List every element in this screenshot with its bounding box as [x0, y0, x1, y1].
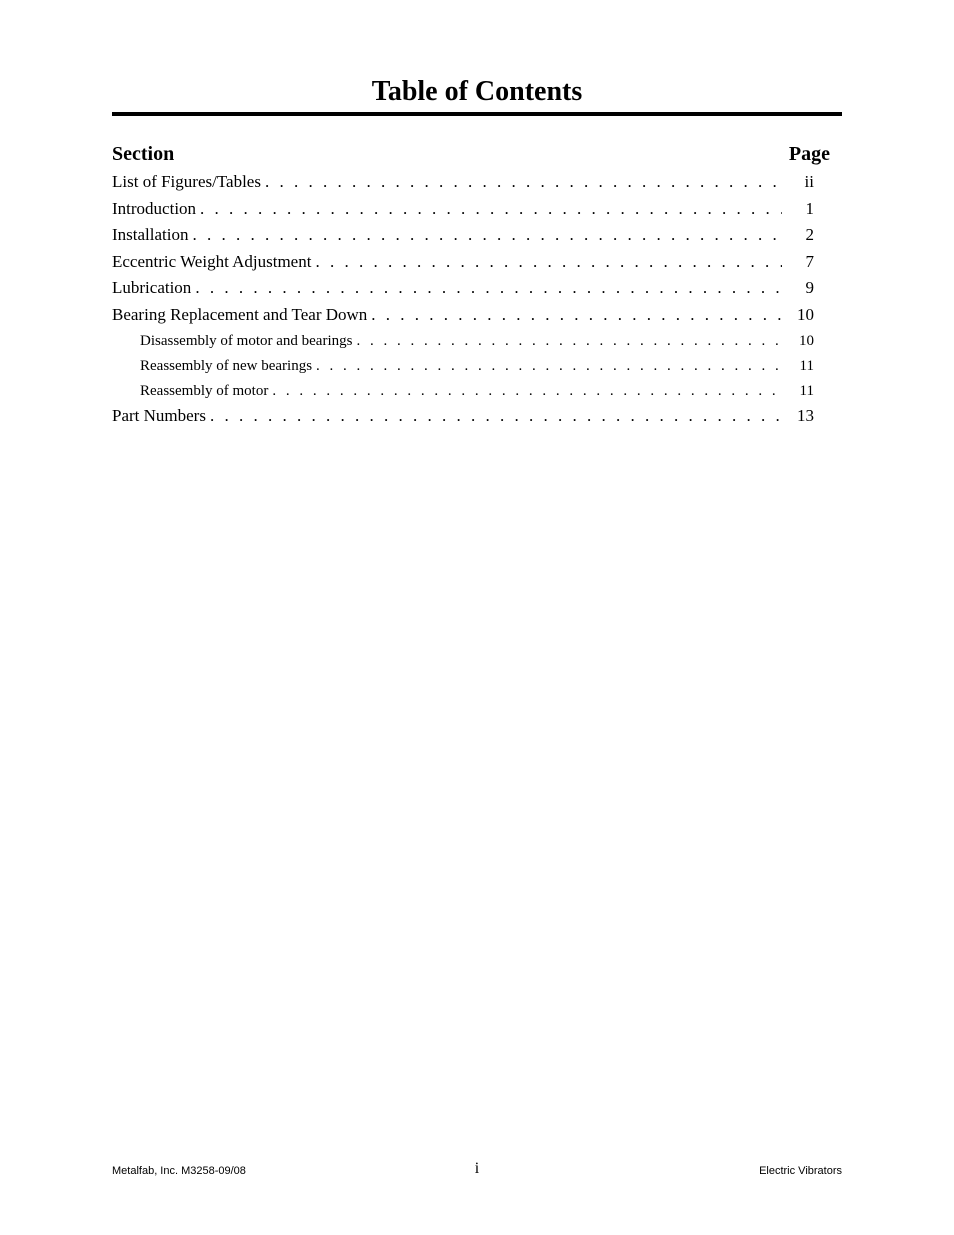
toc-entry-label: Eccentric Weight Adjustment: [112, 252, 312, 271]
toc-entry-label: Installation: [112, 225, 189, 244]
title-rule: [112, 112, 842, 116]
page-column-heading: Page: [788, 143, 830, 165]
toc-entry-page: 11: [799, 383, 814, 399]
toc-entry-page: ii: [804, 172, 814, 191]
dot-leader: [195, 277, 782, 299]
toc-entry-label: List of Figures/Tables: [112, 172, 261, 191]
toc-entry-list-of-figures[interactable]: [112, 171, 814, 193]
toc-entry-introduction[interactable]: [112, 198, 814, 220]
dot-leader: [315, 251, 782, 273]
dot-leader: [272, 381, 782, 401]
toc-subentry-reassembly-bearings[interactable]: [140, 356, 814, 376]
footer-product-name: Electric Vibrators: [759, 1165, 842, 1177]
section-column-heading: Section: [112, 143, 175, 165]
toc-subentry-reassembly-motor[interactable]: [140, 381, 814, 401]
toc-entry-label: Reassembly of new bearings: [140, 358, 313, 374]
dot-leader: [265, 171, 782, 193]
toc-entry-eccentric-weight-adjustment[interactable]: [112, 251, 814, 273]
toc-entry-page: 2: [805, 225, 814, 244]
dot-leader: [210, 405, 782, 427]
toc-entry-part-numbers[interactable]: [112, 405, 814, 427]
toc-entry-bearing-replacement[interactable]: [112, 304, 814, 326]
dot-leader: [192, 224, 782, 246]
toc-entry-label: Introduction: [112, 199, 197, 218]
dot-leader: [371, 304, 782, 326]
toc-entry-label: Part Numbers: [112, 406, 206, 425]
toc-entry-label: Lubrication: [112, 278, 192, 297]
toc-subentry-disassembly[interactable]: [140, 331, 814, 351]
toc-entry-label: Bearing Replacement and Tear Down: [112, 305, 368, 324]
toc-entry-label: Disassembly of motor and bearings: [140, 333, 353, 349]
toc-entry-page: 11: [799, 358, 814, 374]
dot-leader: [200, 198, 782, 220]
toc-entry-page: 13: [797, 406, 814, 425]
dot-leader: [316, 356, 782, 376]
toc-entry-page: 1: [805, 199, 814, 218]
toc-header: [112, 142, 830, 166]
toc-entry-page: 10: [797, 305, 814, 324]
footer-page-number: i: [474, 1160, 480, 1177]
toc-entry-installation[interactable]: [112, 224, 814, 246]
toc-entry-lubrication[interactable]: [112, 277, 814, 299]
toc-entry-page: 7: [805, 252, 814, 271]
footer-company-doc-id: Metalfab, Inc. M3258-09/08: [112, 1165, 246, 1177]
dot-leader: [356, 331, 782, 351]
toc-entry-page: 9: [805, 278, 814, 297]
toc-entry-label: Reassembly of motor: [140, 383, 269, 399]
page-title: Table of Contents: [371, 76, 583, 107]
toc-entry-page: 10: [799, 333, 814, 349]
